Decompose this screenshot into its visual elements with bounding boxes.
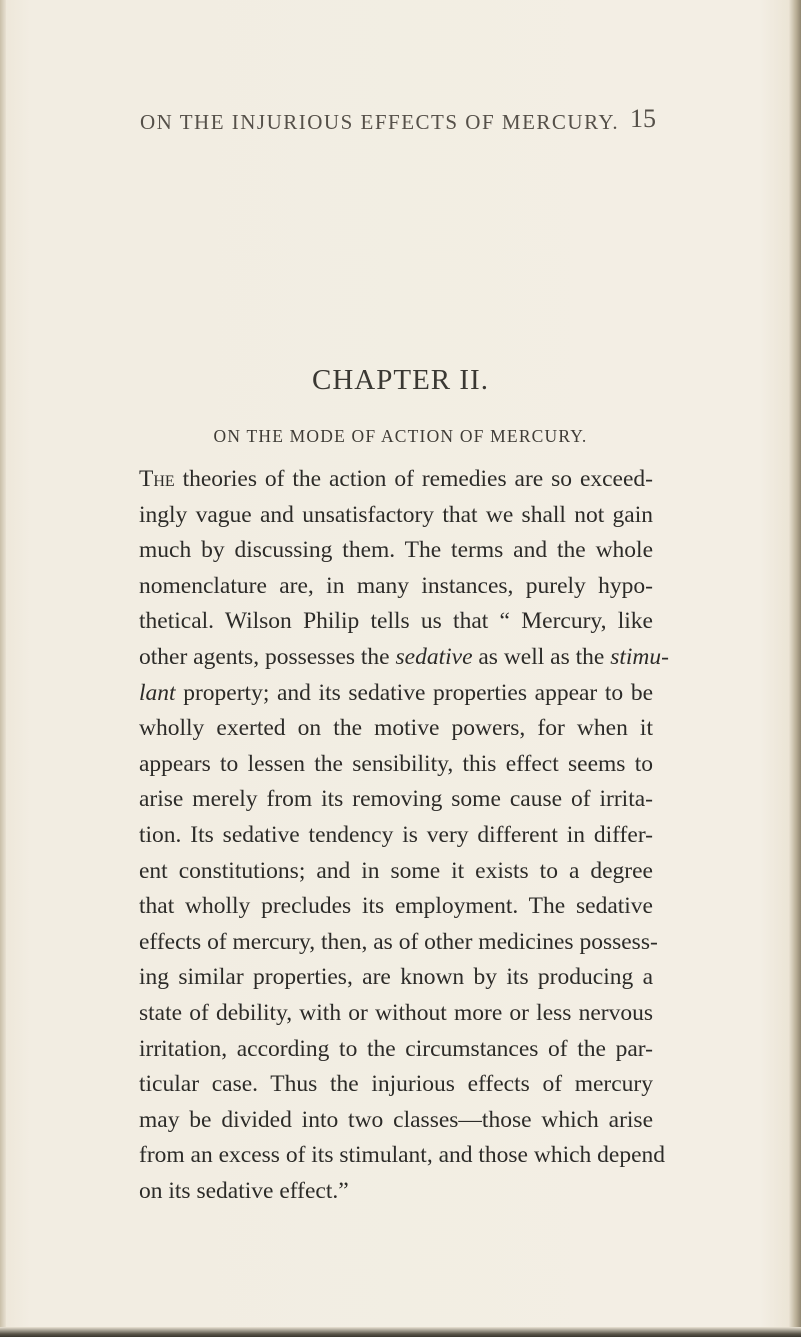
running-head: ON THE INJURIOUS EFFECTS OF MERCURY. (140, 110, 620, 134)
italic-term: stimu- (610, 643, 669, 670)
text-line: much by discussing them. The terms and the whole (139, 537, 653, 564)
text-line: lant property; and its sedative properties appear to be (139, 679, 653, 706)
italic-term: lant (139, 679, 176, 706)
text-line: thetical. Wilson Philip tells us that “ Mercury, like (139, 608, 653, 635)
text-line: ingly vague and unsatisfactory that we shall not gain (139, 501, 653, 528)
text-line: state of debility, with or without more or less nervous (139, 999, 653, 1026)
text-line: on its sedative effect.” (139, 1177, 349, 1204)
text-line: ent constitutions; and in some it exists to a degree (139, 857, 653, 884)
text-line: effects of mercury, then, as of other medicines possess- (139, 928, 658, 955)
text-line: nomenclature are, in many instances, purely hypo- (139, 572, 653, 599)
text-line: appears to lessen the sensibility, this effect seems to (139, 750, 653, 777)
italic-term: sedative (395, 643, 473, 670)
page-right-edge (789, 0, 801, 1337)
text-line: tion. Its sedative tendency is very different in differ- (139, 821, 653, 848)
lead-word: The (139, 466, 175, 492)
text-line: arise merely from its removing some cause of irrita- (139, 786, 653, 813)
page-bottom-edge (0, 1327, 801, 1337)
chapter-title: CHAPTER II. (312, 364, 489, 396)
text-line: ticular case. Thus the injurious effects of mercury (139, 1071, 653, 1098)
text-line: The theories of the action of remedies are so exceed- (139, 466, 653, 492)
text-line: wholly exerted on the motive powers, for when it (139, 715, 653, 742)
text-line: other agents, possesses the sedative as well as the stimu- (139, 643, 669, 670)
page-left-edge (0, 0, 6, 1337)
text-line: ing similar properties, are known by its producing a (139, 964, 653, 991)
body-paragraph (139, 462, 669, 1209)
text-line: irritation, according to the circumstances of the par- (139, 1035, 653, 1062)
page-number: 15 (630, 104, 656, 133)
section-title: ON THE MODE OF ACTION OF MERCURY. (213, 426, 588, 446)
text-line: from an excess of its stimulant, and those which depend (139, 1142, 666, 1169)
text-line: that wholly precludes its employment. The sedative (139, 893, 653, 920)
text-line: may be divided into two classes—those which arise (139, 1106, 653, 1133)
